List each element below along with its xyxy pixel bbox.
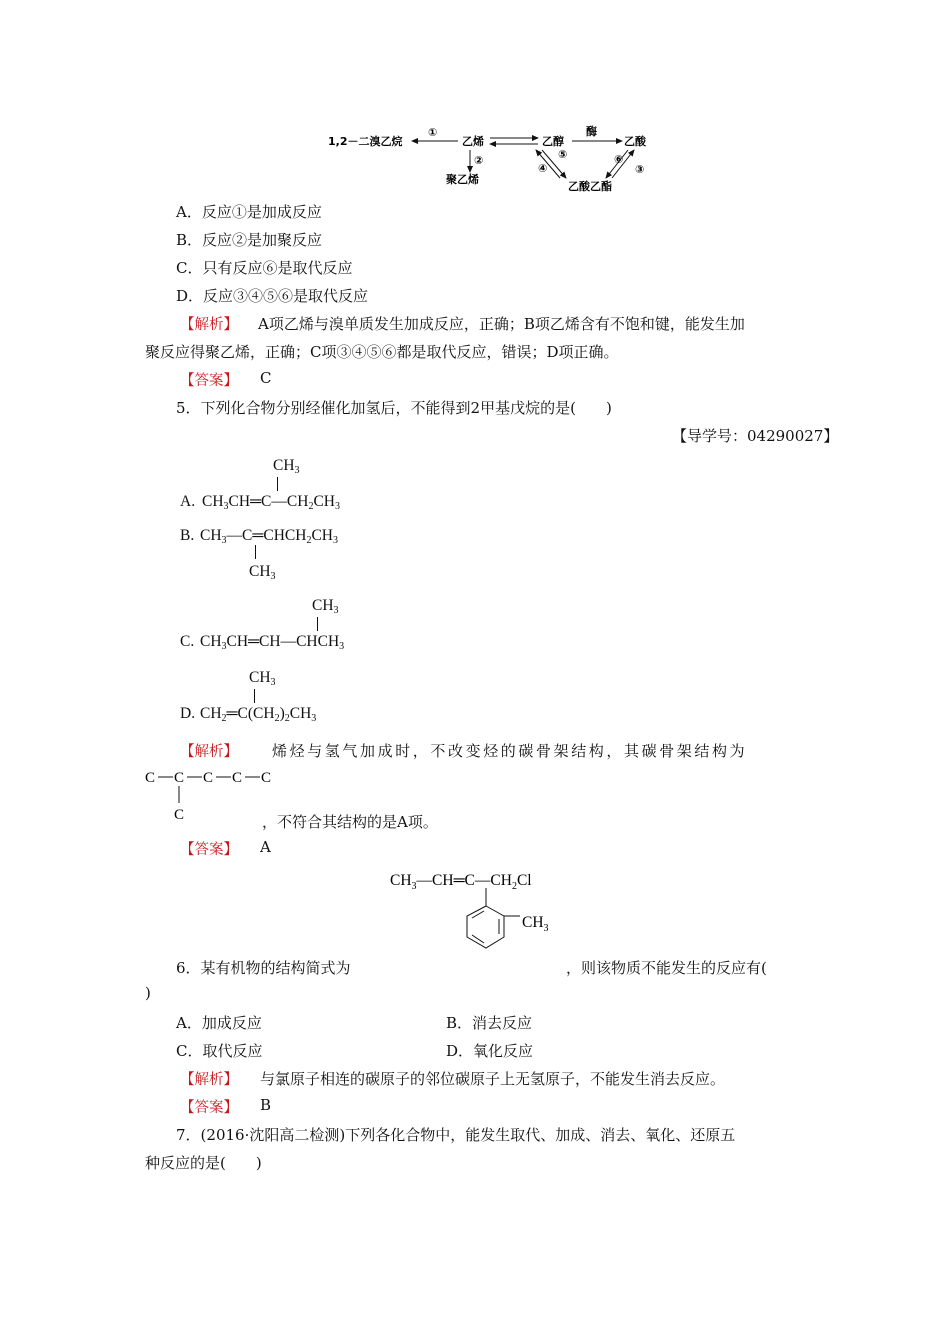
- q5-option-d-methyl: $CH_3$: [249, 669, 276, 688]
- q5-stem: 5．下列化合物分别经催化加氢后，不能得到2甲基戊烷的是( ): [176, 399, 612, 417]
- q6-answer: B: [260, 1096, 272, 1114]
- q6-methyl: $CH_3$: [522, 914, 549, 934]
- q5-option-a-formula: $CH_3CH═C—CH_2CH_3$: [202, 493, 340, 512]
- q5-option-b-label: B.: [180, 527, 195, 544]
- skeleton-c2: C: [174, 770, 185, 786]
- label-r5: ⑤: [558, 148, 568, 161]
- q6-option-b: B．消去反应: [446, 1014, 533, 1032]
- node-acid: 乙酸: [624, 135, 646, 148]
- q4-jiexi-tag: 【解析】: [180, 317, 238, 333]
- node-ethyl-acetate: 乙酸乙酯: [568, 180, 612, 193]
- q5-jiexi-tag: 【解析】: [180, 744, 238, 760]
- q6-option-c: C．取代反应: [176, 1042, 263, 1060]
- q5-answer-tag: 【答案】: [180, 842, 238, 858]
- q4-jiexi-line2: 聚反应得聚乙烯，正确；C项③④⑤⑥都是取代反应，错误；D项正确。: [145, 343, 619, 361]
- q6-stem-c: ): [145, 984, 151, 1002]
- skeleton-c4: C: [232, 770, 243, 786]
- q6-benzene-ring: [467, 906, 504, 948]
- label-r6: ⑥: [614, 153, 624, 166]
- q5-answer: A: [260, 838, 271, 856]
- q4-answer-tag: 【答案】: [180, 373, 238, 389]
- skeleton-c1: C: [145, 770, 156, 786]
- skeleton-c-branch: C: [174, 807, 185, 822]
- q4-jiexi-line1: A项乙烯与溴单质发生加成反应，正确；B项乙烯含有不饱和键，能发生加: [258, 315, 745, 333]
- q6-option-d: D．氧化反应: [446, 1042, 534, 1060]
- label-r3: ③: [635, 163, 645, 176]
- reaction-diagram: [320, 118, 660, 198]
- q5-guide-number: 【导学号：04290027】: [672, 427, 839, 445]
- reaction-diagram-svg: [320, 118, 660, 198]
- q4-option-b: B．反应②是加聚反应: [176, 231, 323, 249]
- q6-jiexi-text: 与氯原子相连的碳原子的邻位碳原子上无氢原子，不能发生消去反应。: [260, 1070, 726, 1088]
- q6-jiexi-tag: 【解析】: [180, 1072, 238, 1088]
- q7-line1: 7．(2016·沈阳高二检测)下列各化合物中，能发生取代、加成、消去、氧化、还原五: [176, 1126, 736, 1144]
- q6-answer-tag: 【答案】: [180, 1100, 238, 1116]
- q5-option-d-bond: [254, 689, 255, 703]
- node-dibromoethane: 1,2－二溴乙烷: [328, 135, 403, 148]
- q4-option-d: D．反应③④⑤⑥是取代反应: [176, 287, 369, 305]
- node-polyethylene: 聚乙烯: [446, 173, 479, 186]
- q5-option-a-bond: [277, 477, 278, 491]
- q4-option-c: C．只有反应⑥是取代反应: [176, 259, 353, 277]
- q6-stem-b: ，则该物质不能发生的反应有(: [566, 959, 767, 977]
- q5-option-b-bond: [255, 545, 256, 559]
- q6-structure: [388, 866, 588, 970]
- q5-option-b-methyl: $CH_3$: [249, 563, 276, 582]
- q5-option-a-label: A.: [180, 493, 196, 510]
- q4-option-a: A．反应①是加成反应: [176, 203, 322, 221]
- q6-option-a: A．加成反应: [176, 1014, 262, 1032]
- q6-structure-chain: $CH_3—CH═C—CH_2Cl$: [390, 872, 532, 892]
- node-ethanol: 乙醇: [542, 135, 564, 148]
- label-r1: ①: [428, 126, 438, 139]
- label-r2: ②: [474, 154, 484, 167]
- q5-option-c-formula: $CH_3CH═CH—CHCH_3$: [200, 633, 345, 652]
- q5-option-b-formula: $CH_3—C═CHCH_2CH_3$: [200, 527, 338, 546]
- node-ethylene: 乙烯: [462, 135, 484, 148]
- q5-option-d-formula: $CH_2═C(CH_2)_2CH_3$: [200, 705, 317, 724]
- q5-conclusion: ，不符合其结构的是A项。: [262, 813, 438, 831]
- q4-answer: C: [260, 369, 272, 387]
- q7-line2: 种反应的是( ): [145, 1154, 262, 1172]
- q5-option-a-methyl: $CH_3$: [273, 457, 300, 476]
- skeleton-c3: C: [203, 770, 214, 786]
- q5-jiexi-text: 烯烃与氢气加成时，不改变烃的碳骨架结构，其碳骨架结构为: [272, 742, 748, 760]
- q5-option-c-methyl: $CH_3$: [312, 597, 339, 616]
- skeleton-c5: C: [261, 770, 272, 786]
- label-enzyme: 酶: [586, 125, 597, 138]
- q5-option-d-label: D.: [180, 705, 196, 722]
- q6-ring-double-2: [472, 935, 484, 943]
- q5-option-c-bond: [317, 617, 318, 631]
- label-r4: ④: [538, 162, 548, 175]
- q5-option-c-label: C.: [180, 633, 195, 650]
- q6-structure-svg: [388, 866, 588, 966]
- q6-stem-a: 6．某有机物的结构简式为: [176, 959, 351, 977]
